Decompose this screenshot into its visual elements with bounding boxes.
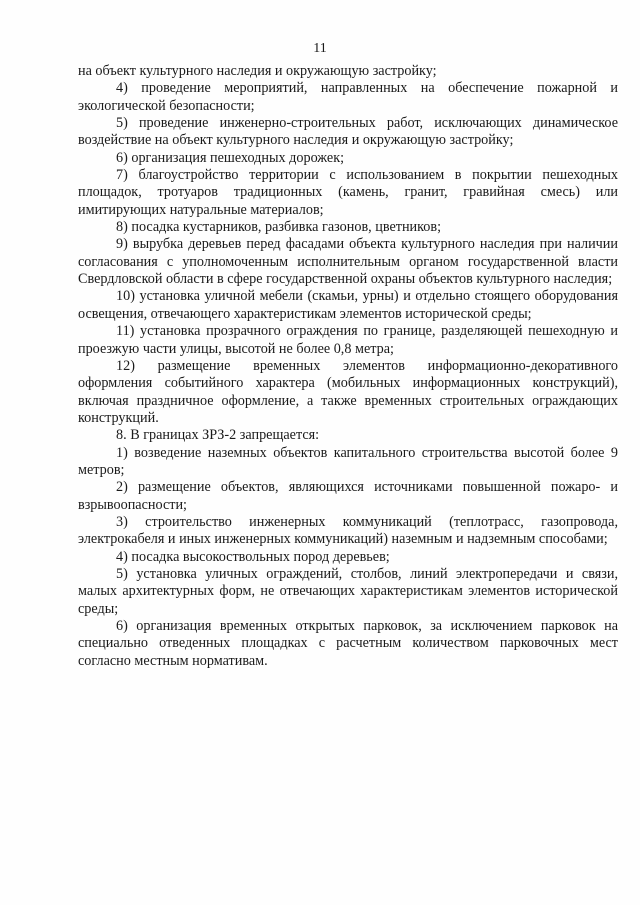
list-item-12: 12) размещение временных элементов информационно-декоративного оформления событийного характера (мобильных информационных конструкций), включая праздничное оформление, а также временных строительных ограждающих конструкций. [78,357,618,426]
prohibited-item-4: 4) посадка высокоствольных пород деревьев; [116,548,390,565]
paragraph-continuation: на объект культурного наследия и окружающую застройку; [78,63,437,79]
list-item-9: 9) вырубка деревьев перед фасадами объекта культурного наследия при наличии согласования с уполномоченным исполнительным органом государственной власти Свердловской области в сфере государственной охраны объектов культурного наследия; [78,236,618,288]
list-item-5: 5) проведение инженерно-строительных работ, исключающих динамическое воздействие на объект культурного наследия и окружающую застройку; [78,115,618,149]
prohibited-item-6: 6) организация временных открытых парковок, за исключением парковок на специально отведенных площадках с расчетным количеством парковочных мест согласно местным нормативам. [78,618,618,669]
list-item-11: 11) установка прозрачного ограждения по границе, разделяющей пешеходную и проезжую части улицы, высотой не более 0,8 метра; [78,323,618,357]
prohibited-item-2: 2) размещение объектов, являющихся источниками повышенной пожаро- и взрывоопасности; [78,479,618,513]
prohibited-item-5: 5) установка уличных ограждений, столбов, линий электропередачи и связи, малых архитектурных форм, не отвечающих характеристикам элементов исторической среды; [78,565,618,617]
prohibited-item-1: 1) возведение наземных объектов капитального строительства высотой более 9 метров; [78,444,618,478]
section-heading-8: 8. В границах ЗРЗ-2 запрещается: [116,427,320,444]
prohibited-item-3: 3) строительство инженерных коммуникаций (теплотрасс, газопровода, электрокабеля и иных инженерных коммуникаций) наземным и надземным способами; [78,513,618,548]
list-item-10: 10) установка уличной мебели (скамьи, урны) и отдельно стоящего оборудования освещения, отвечающего характеристикам элементов исторической среды; [78,288,618,322]
list-item-7: 7) благоустройство территории с использованием в покрытии пешеходных площадок, тротуаров традиционных (камень, гранит, гравийная смесь) или имитирующих натуральные материалов; [78,167,618,218]
list-item-6: 6) организация пешеходных дорожек; [116,149,345,166]
page-number: 11 [313,41,327,56]
list-item-4: 4) проведение мероприятий, направленных на обеспечение пожарной и экологической безопасности; [78,80,618,114]
document-body [78,63,618,670]
list-item-8: 8) посадка кустарников, разбивка газонов, цветников; [116,219,442,236]
